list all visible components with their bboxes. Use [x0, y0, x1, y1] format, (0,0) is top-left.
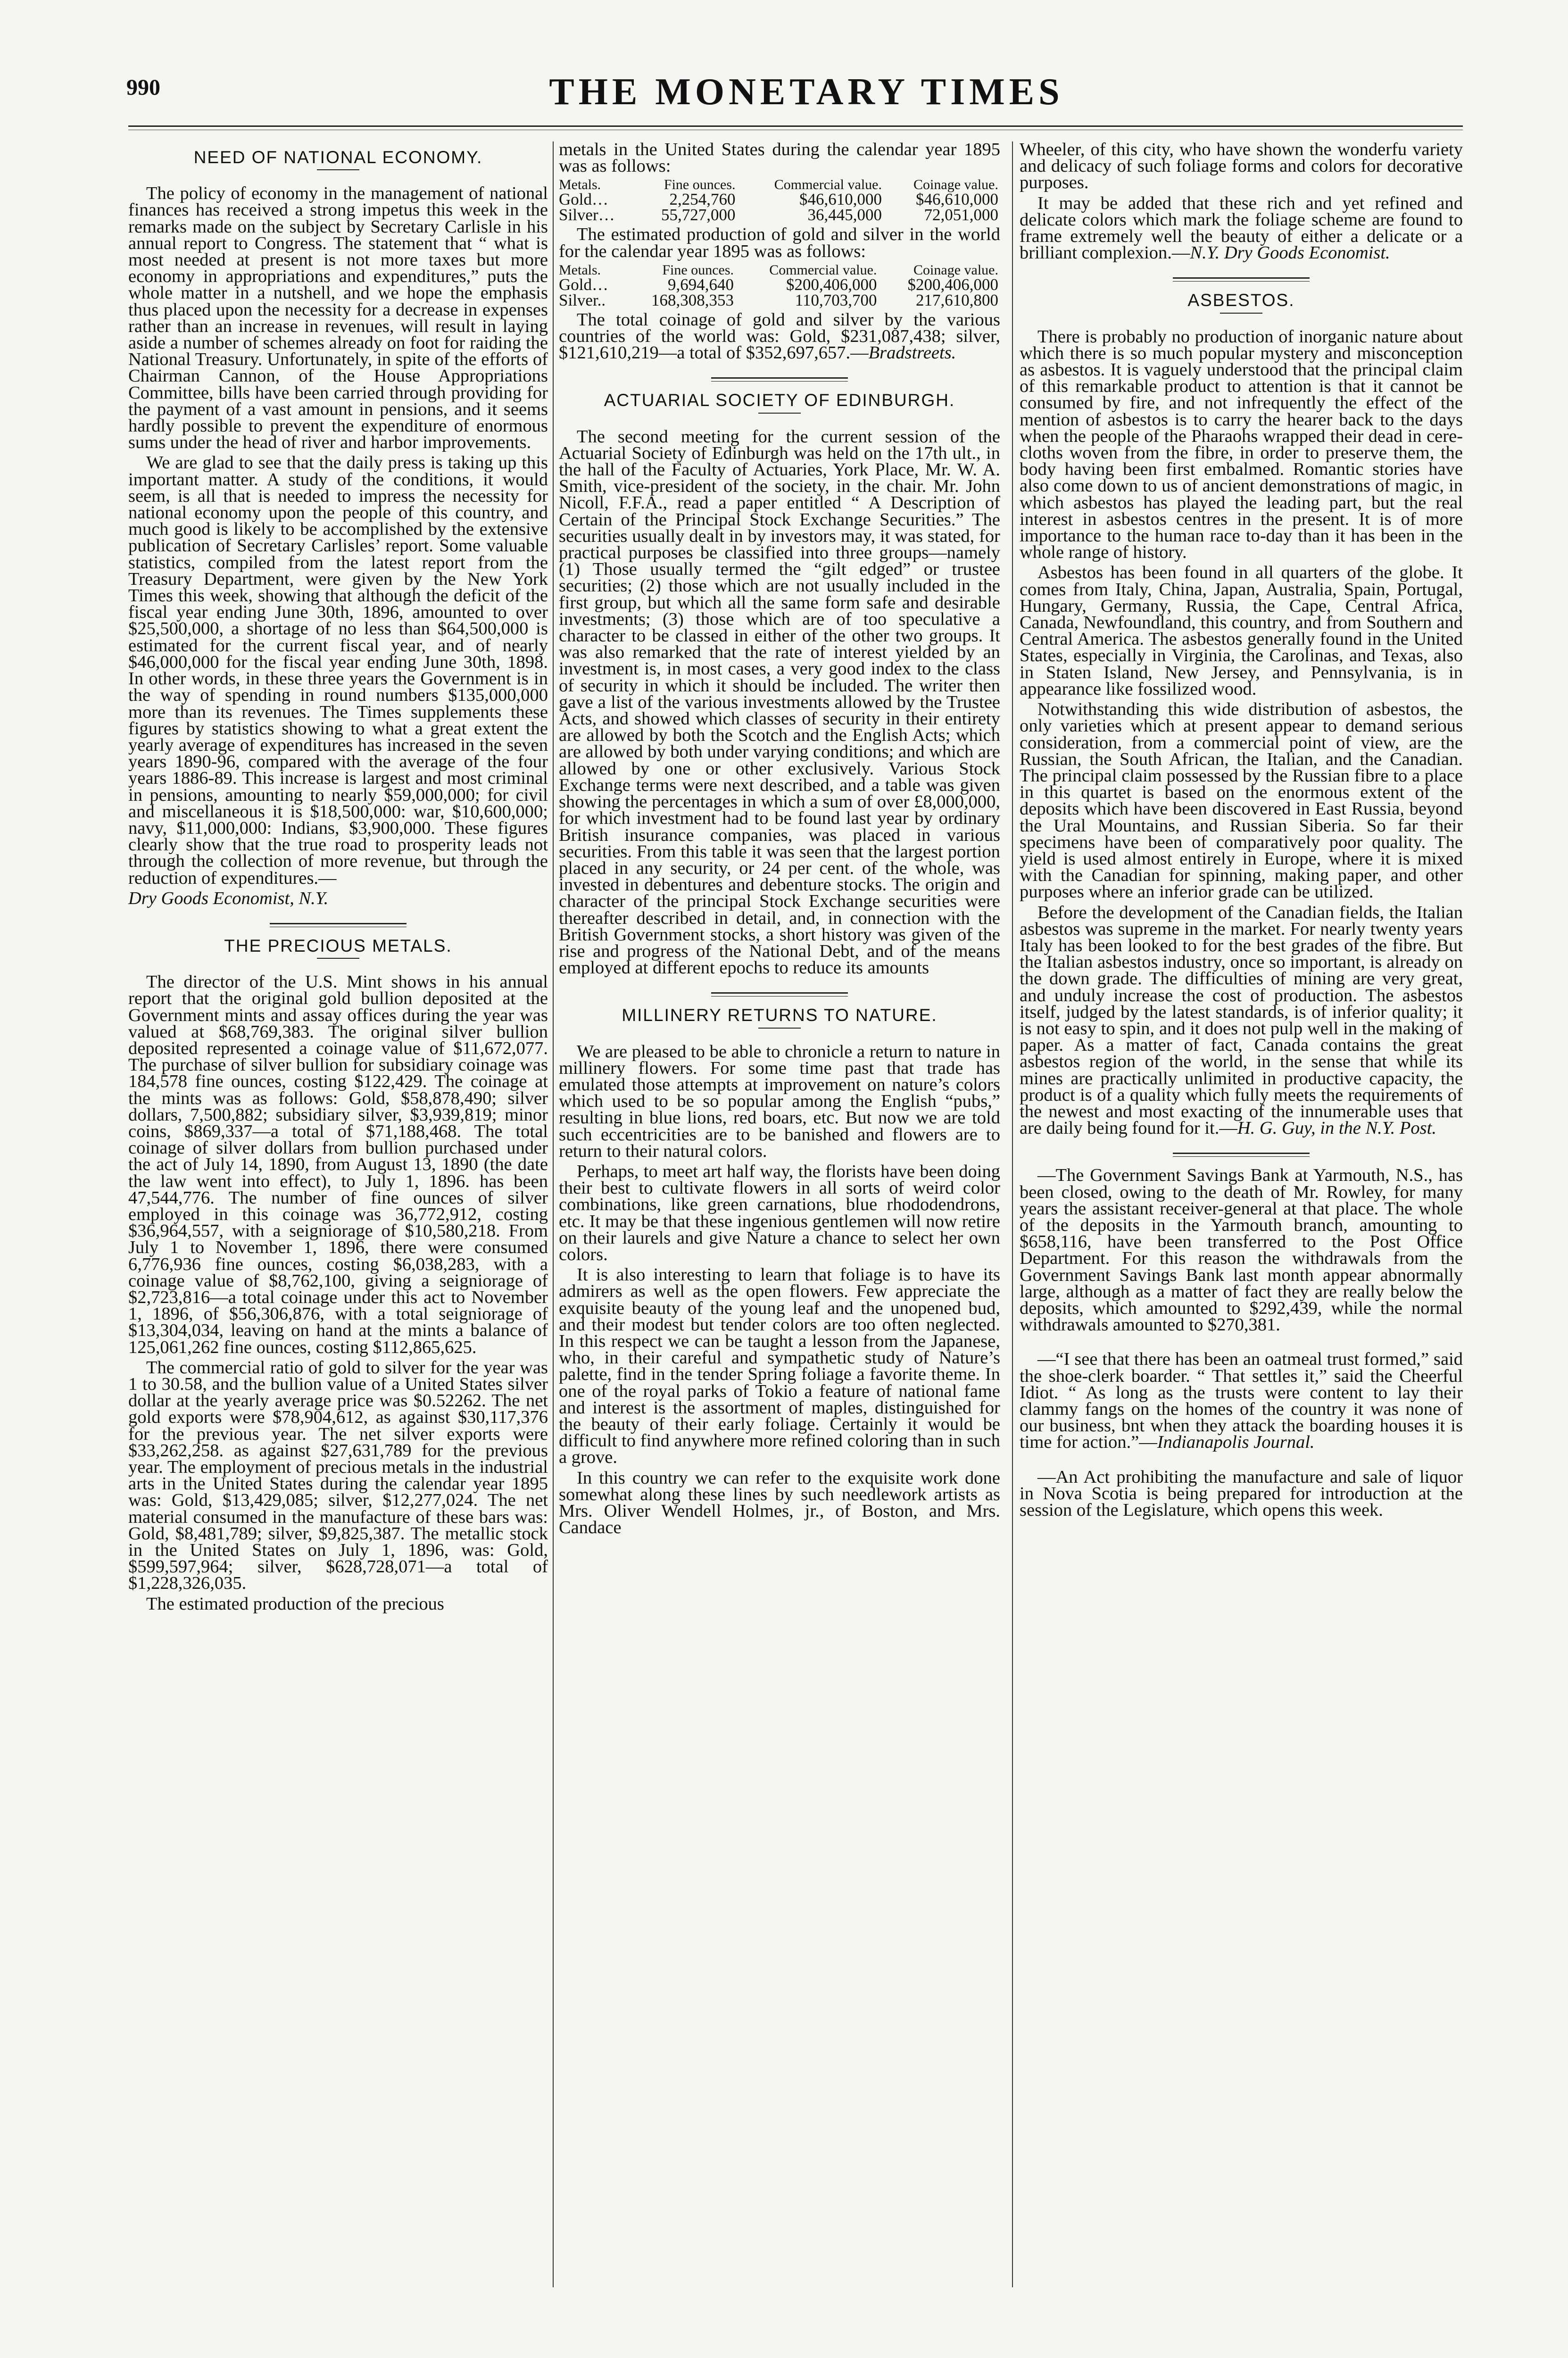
table-header: Commercial value. — [774, 177, 882, 193]
table-cell: 110,703,700 — [795, 291, 877, 309]
paragraph: In this country we can refer to the exquisite work done somewhat along these lines by such needlework artists as Mrs. Oliver Wendell Holmes, jr., of Boston, and Mrs. Candace — [559, 1468, 1000, 1538]
paragraph: The director of the U.S. Mint shows in his annual report that the original gold bullion deposited at the Government mints and assay offices during the year was valued at $68,769,383. The original silver bullion deposited represented a coinage value of $11,672,077. The purchase of silver bullion for subsidiary coinage was 184,578 fine ounces, costing $122,429. The coinage at the mints was as follows: Gold, $58,878,490; silver dollars, 7,500,882; subsidiary silver, $3,939,819; minor coins, $869,337—a total of $71,188,468. The total coinage of silver dollars from bullion purchased under the act of July 14, 1890, from August 13, 1890 (the date the law went into effect), to July 1, 1896. has been 47,544,776. The number of fine ounces of silver employed in this coinage was 36,772,912, costing $36,964,557, with a seigniorage of $10,580,218. From July 1 to November 1, 1896, there were consumed 6,776,936 fine ounces, costing $6,038,283, with a coinage value of $8,762,100, giving a seigniorage of $2,723,816—a total coinage under this act to November 1, 1896, of $56,306,876, with a total seigniorage of $13,304,034, leaving on hand at the mints a balance of 125,061,262 fine ounces, costing $112,865,625. — [128, 972, 548, 1357]
paragraph-text: It may be added that these rich and yet refined and delicate colors which mark the foliage scheme are found to frame extremely well the beauty of either a delicate or a brilliant complexion.— — [1020, 193, 1463, 263]
table-header-row — [559, 264, 1000, 277]
article-title: ACTUARIAL SOCIETY OF EDINBURGH. — [604, 390, 955, 410]
paragraph: Wheeler, of this city, who have shown the wonderfu variety and delicacy of such foliage forms and colors for decorative purposes. — [1020, 140, 1463, 193]
section-divider — [270, 923, 407, 927]
paragraph: The estimated production of gold and silver in the world for the calendar year 1895 was as follows: — [559, 224, 1000, 261]
table-header: Metals. — [559, 177, 601, 193]
title-rule — [317, 169, 359, 170]
section-divider — [1173, 1153, 1310, 1157]
paragraph — [1020, 195, 1463, 262]
paragraph: The policy of economy in the management of national finances has received a strong impetus this week in the remarks made on the subject by Secretary Carlisle in his annual report to Congress. The statement that “ what is most needed at present is not more taxes but more economy in appropriations and expenditures,” puts the whole matter in a nutshell, and we hope the emphasis thus placed upon the necessity for a decrease in expenses rather than an increase in revenues, will result in laying aside a number of schemes already on foot for raiding the National Treasury. Unfortunately, in spite of the efforts of Chairman Cannon, of the House Appropriations Committee, bills have been carried through providing for the payment of a vast amount in pensions, and it seems hardly possible to prevent the expenditure of enormous sums under the head of river and harbor improvements. — [128, 183, 548, 453]
paragraph — [559, 309, 1000, 363]
table-cell: 72,051,000 — [924, 206, 998, 224]
paragraph: The commercial ratio of gold to silver for the year was 1 to 30.58, and the bullion value of a United States silver dollar at the yearly average price was $0.52262. The net gold exports were $78,904,612, as against $30,117,376 for the previous year. The net silver exports were $33,262,258. as against $27,631,789 for the previous year. The employment of precious metals in the industrial arts in the United States during the calendar year 1895 was: Gold, $13,429,085; silver, $12,277,024. The net material consumed in the manufacture of these bars was: Gold, $8,481,789; silver, $9,825,387. The metallic stock in the United States on July 1, 1896, was: Gold, $599,597,964; silver, $628,728,071—a total of $1,228,326,035. — [128, 1357, 548, 1594]
table-cell: 55,727,000 — [661, 206, 736, 224]
table-header: Coinage value. — [913, 177, 998, 193]
article-title: THE PRECIOUS METALS. — [224, 936, 452, 955]
table-cell: $46,610,000 — [799, 190, 882, 209]
title-rule — [758, 1028, 801, 1029]
table-header: Coinage value. — [913, 262, 998, 278]
title-rule — [1220, 313, 1262, 314]
section-divider — [711, 377, 848, 382]
table-header: Fine ounces. — [662, 262, 734, 278]
paragraph: Perhaps, to meet art half way, the florists have been doing their best to cultivate flowers in all sorts of weird color combinations, like green carnations, blue rhododendrons, etc. It may be that these ingenious gentlemen will now retire on their laurels and give Nature a chance to select her own colors. — [559, 1161, 1000, 1264]
paragraph: metals in the United States during the calendar year 1895 was as follows: — [559, 140, 1000, 176]
paragraph: We are pleased to be able to chronicle a return to nature in millinery flowers. For some time past that trade has emulated those attempts at improvement on nature’s colors which used to be so popular among the English “pubs,” resulting in blue lions, red boars, etc. But now we are told such eccentricities are to be banished and flowers are to return to their natural colors. — [559, 1041, 1000, 1161]
paragraph: The estimated production of the precious — [146, 1594, 444, 1614]
article-title: NEED OF NATIONAL ECONOMY. — [193, 148, 483, 167]
coinage-text: The total coinage of gold and silver by the various countries of the world was: Gold, $231,087,438; silver, $121,610,219—a total of $352,697,657.— — [559, 309, 1000, 363]
table-cell: 36,445,000 — [807, 206, 882, 224]
table-cell: 2,254,760 — [669, 190, 736, 209]
table-header-row — [559, 178, 1000, 191]
paragraph: —An Act prohibiting the manufacture and sale of liquor in Nova Scotia is being prepared for introduction at the session of the Legislature, which opens this week. — [1020, 1467, 1463, 1520]
paragraph: There is probably no production of inorganic nature about which there is so much popular mystery and misconception as asbestos. It is vaguely understood that the principal claim of this remarkable product to attention is that it cannot be consumed by fire, and not infrequently the effect of the mention of asbestos is to carry the hearer back to the days when the people of the Pharaohs wrapped their dead in cere-cloths woven from the fibre, in order to preserve them, the body having been first embalmed. Romantic stories have also come down to us of ancient demonstrations of magic, in which asbestos has played the leading part, but the real interest in asbestos centres in the present. It is of more importance to the human race to-day than it has been in the whole range of history. — [1020, 326, 1463, 563]
credit-line: Indianapolis Journal. — [1157, 1432, 1315, 1453]
us-production-table — [559, 178, 1000, 223]
page-number: 990 — [126, 75, 160, 100]
table-row — [559, 277, 1000, 292]
table-cell: Silver… — [559, 206, 615, 224]
title-rule — [317, 958, 359, 959]
paragraph: Asbestos has been found in all quarters of the globe. It comes from Italy, China, Japan, Australia, Spain, Portugal, Hungary, Germany, Russia, the Cape, Central Africa, Canada, Newfoundland, this country, and from Southern and Central America. The asbestos generally found in the United States, especially in Virginia, the Carolinas, and Texas, also in Staten Island, New Jersey, and Pennsylvania, is in appearance like fossilized wood. — [1020, 563, 1463, 699]
table-row — [559, 191, 1000, 207]
table-cell: 9,694,640 — [668, 275, 734, 294]
column-divider — [553, 141, 554, 2287]
column-3 — [1020, 141, 1463, 1522]
table-header: Fine ounces. — [664, 177, 736, 193]
table-row — [559, 207, 1000, 223]
credit-line: Bradstreets. — [868, 343, 956, 363]
table-cell: $200,406,000 — [786, 275, 877, 294]
paragraph-text: —“I see that there has been an oatmeal trust formed,” said the shoe-clerk boarder. “ That settles it,” said the Cheerful Idiot. “ As long as the trusts were content to lay their clammy fangs on the homes of the country it was none of our business, bnt when they attack the boarding houses it is time for action.”— — [1020, 1349, 1463, 1453]
section-divider — [711, 992, 848, 996]
column-1 — [128, 141, 548, 1616]
column-divider — [1012, 141, 1013, 2287]
paragraph: The second meeting for the current session of the Actuarial Society of Edinburgh was held on the 17th ult., in the hall of the Faculty of Actuaries, York Place, Mr. W. A. Smith, vice-president of the society, in the chair. Mr. John Nicoll, F.F.A., read a paper entitled “ A Description of Certain of the Principal Stock Exchange Securities.” The securities usually dealt in by investors may, it was stated, for practical purposes be classified into three groups—namely (1) Those usually termed the “gilt edged” or trustee securities; (2) those which are not usually included in the first group, but which all the same form safe and desirable investments; (3) those which are of too speculative a character to be classed in either of the other two groups. It was also remarked that the rate of interest yielded by an investment is, in most cases, a very good index to the class of security in which it should be included. The writer then gave a list of the various investments allowed by the Trustee Acts, and showed which classes of security in their entirety are allowed by both the Scotch and the English Acts; which are allowed by both under varying conditions; and which are allowed by one or other exclusively. Various Stock Exchange terms were next described, and a table was given showing the percentages in which a sum of over £8,000,000, for which investment had to be found last year by ordinary British insurance companies, was placed in various securities. From this table it was seen that the largest portion placed in any security, or 24 per cent. of the whole, was invested in debentures and debenture stocks. The origin and character of the principal Stock Exchange securities were thereafter described in detail, and, in connection with the British Government stocks, a short history was given of the rise and progress of the National Debt, and of the means employed at different epochs to reduce its amounts — [559, 426, 1000, 978]
table-cell: Gold… — [559, 275, 608, 294]
paragraph: —The Government Savings Bank at Yarmouth, N.S., has been closed, owing to the death of Mr. Rowley, for many years the assistant receiver-general at that place. The whole of the deposits in the Yarmouth branch, amounting to $658,116, have been transferred to the Post Office Department. For this reason the withdrawals from the Government Savings Bank last month appear abnormally large, although as a matter of fact they are really below the deposits, which amounted to $292,439, while the normal withdrawals amounted to $270,381. — [1020, 1165, 1463, 1335]
title-rule — [758, 413, 801, 414]
credit-line: Dry Goods Economist, N.Y. — [128, 888, 329, 908]
table-header: Commercial value. — [769, 262, 877, 278]
paragraph: We are glad to see that the daily press is taking up this important matter. A study of the conditions, it would seem, is all that is needed to impress the necessity for national economy upon the people of this country, and much good is likely to be accomplished by the extensive publication of Secretary Carlisles’ report. Some valuable statistics, compiled from the latest report from the Treasury Department, were given by the New York Times this week, showing that although the deficit of the fiscal year ending June 30th, 1896, amounted to over $25,500,000, a shortage of no less than $64,500,000 is estimated for the current fiscal year, and of nearly $46,000,000 for the fiscal year ending June 30th, 1898. In other words, in these three years the Government is in the way of spending in round numbers $135,000,000 more than its revenues. The Times supplements these figures by statistics showing to what a great extent the yearly average of expenditures has increased in the seven years 1890-96, compared with the average of the four years 1886-89. This increase is largest and most criminal in pensions, amounting to nearly $59,000,000; for civil and miscellaneous it is $18,500,000: war, $10,600,000; navy, $11,000,000: Indians, $3,900,000. These figures clearly show that the true road to prosperity leads not through the collection of more revenue, but through the reduction of expenditures.— — [128, 453, 548, 888]
table-header: Metals. — [559, 262, 601, 278]
paragraph — [1020, 902, 1463, 1138]
paragraph — [1020, 1351, 1463, 1451]
masthead: THE MONETARY TIMES — [549, 71, 1064, 113]
article-title: ASBESTOS. — [1187, 291, 1295, 310]
table-cell: Silver.. — [559, 291, 606, 309]
table-cell: Gold… — [559, 190, 608, 209]
paragraph-text: Before the development of the Canadian fields, the Italian asbestos was supreme in the market. For nearly twenty years Italy has been looked to for the best grades of the fibre. But the Italian asbestos industry, once so important, is already on the down grade. The difficulties of mining are very great, and unduly increase the cost of production. The asbestos itself, judged by the latest standards, is of inferior quality; it is not easy to spin, and it does not pulp well in the making of paper. As a matter of fact, Canada contains the great asbestos region of the world, in the sense that while its mines are practically unlimited in productive capacity, the product is of a quality which fully meets the requirements of the newest and most exacting of the innumerable uses that are daily being found for it.— — [1020, 902, 1463, 1138]
world-production-table — [559, 264, 1000, 308]
column-2 — [559, 141, 1000, 1540]
section-divider — [1173, 277, 1310, 282]
credit-line: N.Y. Dry Goods Economist. — [1190, 243, 1390, 263]
top-rule — [128, 125, 1463, 127]
table-row — [559, 292, 1000, 308]
paragraph: It is also interesting to learn that foliage is to have its admirers as well as the open flowers. Few appreciate the exquisite beauty of the young leaf and the unopened bud, and their modest but tender colors are too often neglected. In this respect we can be taught a lesson from the Japanese, who, in their careful and sympathetic study of Nature’s palette, find in the tender Spring foliage a favorite theme. In one of the royal parks of Tokio a feature of national fame and interest is the assortment of maples, distinguished for the beauty of their early foliage. Certainly it would be difficult to find anywhere more refined coloring than in such a grove. — [559, 1265, 1000, 1468]
table-cell: 217,610,800 — [916, 291, 998, 309]
paragraph: Notwithstanding this wide distribution of asbestos, the only varieties which at present appear to demand serious consideration, from a commercial point of view, are the Russian, the South African, the Italian, and the Canadian. The principal claim possessed by the Russian fibre to a place in this quartet is based on the enormous extent of the deposits which have been discovered in East Russia, beyond the Ural Mountains, and Russian Siberia. So far their specimens have been of comparatively poor quality. The yield is used almost entirely in Europe, where it is mixed with the Canadian for spinning, making paper, and other purposes where an inferior grade can be utilized. — [1020, 699, 1463, 902]
table-cell: $200,406,000 — [907, 275, 998, 294]
credit-line: H. G. Guy, in the N.Y. Post. — [1237, 1118, 1436, 1138]
table-cell: $46,610,000 — [916, 190, 998, 209]
table-cell: 168,308,353 — [651, 291, 734, 309]
article-title: MILLINERY RETURNS TO NATURE. — [622, 1005, 937, 1025]
